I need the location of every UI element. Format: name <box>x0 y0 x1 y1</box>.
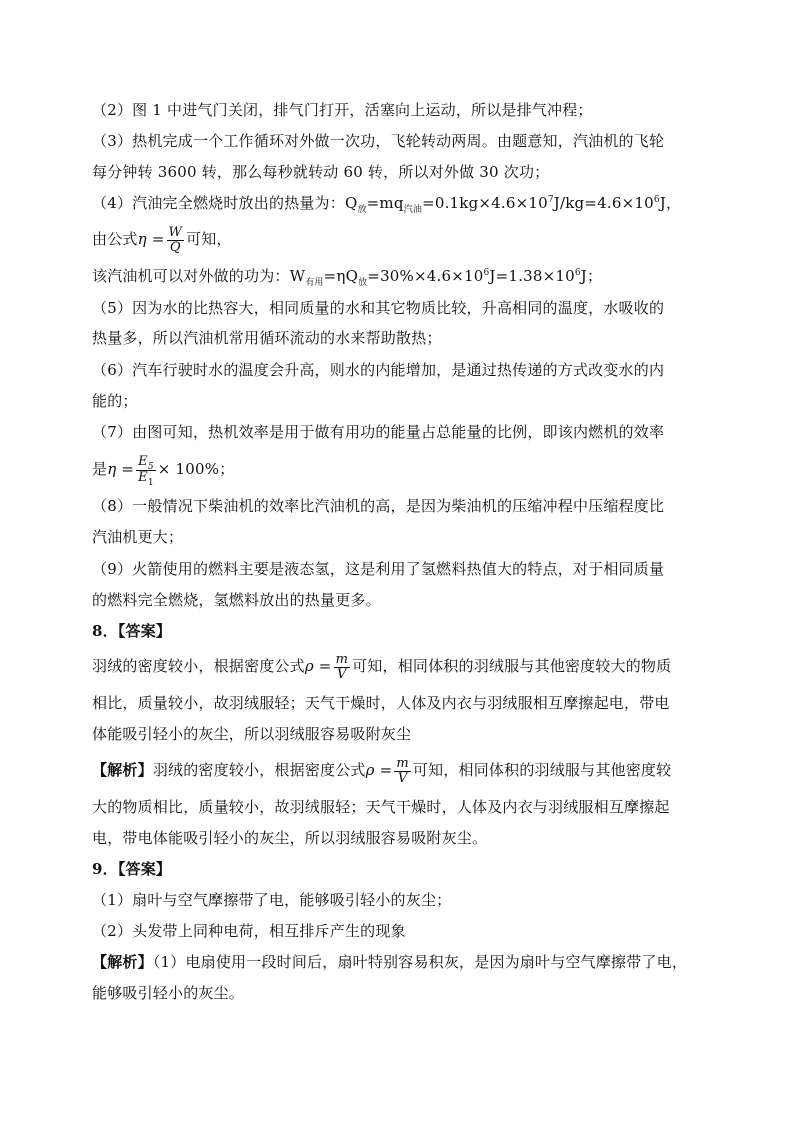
text-line: （7）由图可知，热机效率是用于做有用功的能量占总能量的比例，即该内燃机的效率 <box>92 423 665 441</box>
text-line: 能够吸引轻小的灰尘。 <box>92 984 245 1002</box>
text-line: 汽油机更大； <box>92 528 184 546</box>
fraction-w-over-q: $\frac{W}{Q}$ <box>168 224 183 255</box>
fraction-m-over-v: $\frac{m}{V}$ <box>335 651 349 682</box>
analysis-label: 【解析】 <box>92 761 153 779</box>
text-line: （1）扇叶与空气摩擦带了电，能够吸引轻小的灰尘； <box>92 891 452 909</box>
text-line: （6）汽车行驶时水的温度会升高，则水的内能增加，是通过热传递的方式改变水的内 <box>92 361 665 379</box>
text-line: 大的物质相比，质量较小，故羽绒服轻；天气干燥时，人体及内衣与羽绒服相互摩擦起 <box>92 798 670 816</box>
fraction-m-over-v: $\frac{m}{V}$ <box>396 755 409 786</box>
text-line: （3）热机完成一个工作循环对外做一次功，飞轮转动两周。由题意知，汽油机的飞轮 <box>92 132 665 150</box>
text-line: 能的； <box>92 392 138 410</box>
answer-heading-8: 8．【答案】 <box>92 622 172 640</box>
analysis-label: 【解析】 <box>92 953 153 971</box>
text-line-heat-formula: （4）汽油完全燃烧时放出的热量为：$Q_放=mq_{汽油}=0.1kg\times 4.6\times 10^7J/kg=4.6\times 10^6J$， <box>92 194 682 215</box>
analysis-line-8: 【解析】羽绒的密度较小，根据密度公式ρ = $\frac{m}{V}$ 可知，相同体积的羽绒服与其他密度较 <box>92 755 672 786</box>
analysis-line-9: 【解析】（1）电扇使用一段时间后，扇叶特别容易积灰，是因为扇叶与空气摩擦带了电， <box>92 953 688 971</box>
text-line: （8）一般情况下柴油机的效率比汽油机的高，是因为柴油机的压缩冲程中压缩程度比 <box>92 497 665 515</box>
text-line: （5）因为水的比热容大，相同质量的水和其它物质比较，升高相同的温度，水吸收的 <box>92 299 665 317</box>
text-line-efficiency-ratio: 是η = $\frac{E_5}{E_1}$ × 100%； <box>92 453 235 488</box>
text-line-work-formula: 该汽油机可以对外做的功为：$W_{有用}=\eta Q_放=30\%\times 4.6\times 10^6J=1.38\times 10^6J$； <box>92 267 603 288</box>
text-line: （2）图 1 中进气门关闭，排气门打开，活塞向上运动，所以是排气冲程； <box>92 101 593 119</box>
text-line: 热量多，所以汽油机常用循环流动的水来帮助散热； <box>92 329 442 347</box>
answer-heading-9: 9．【答案】 <box>92 860 172 878</box>
fraction-e5-over-e1: $\frac{E_5}{E_1}$ <box>138 453 154 488</box>
text-line: 的燃料完全燃烧，氢燃料放出的热量更多。 <box>92 591 381 609</box>
text-line: 相比，质量较小，故羽绒服轻；天气干燥时，人体及内衣与羽绒服相互摩擦起电，带电 <box>92 694 670 712</box>
text-line: 每分钟转 3600 转，那么每秒就转动 60 转，所以对外做 30 次功； <box>92 163 550 181</box>
text-line-density-formula: 羽绒的密度较小，根据密度公式ρ = $\frac{m}{V}$ 可知，相同体积的羽绒服与其他密度较大的物质 <box>92 651 672 682</box>
text-line: 电，带电体能吸引轻小的灰尘，所以羽绒服容易吸附灰尘。 <box>92 829 488 847</box>
text-line-efficiency-formula: 由公式η = $\frac{W}{Q}$ 可知， <box>92 224 232 255</box>
text-line: （2）头发带上同种电荷，相互排斥产生的现象 <box>92 922 406 940</box>
text-line: （9）火箭使用的燃料主要是液态氢，这是利用了氢燃料热值大的特点，对于相同质量 <box>92 560 665 578</box>
text-line: 体能吸引轻小的灰尘，所以羽绒服容易吸附灰尘 <box>92 725 412 743</box>
